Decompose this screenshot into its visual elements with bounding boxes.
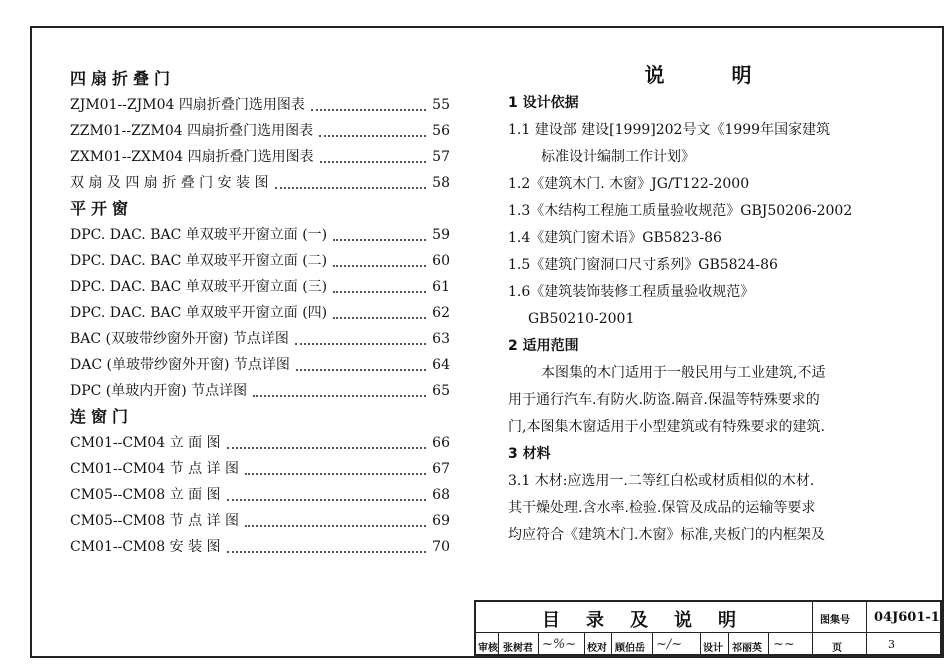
review-label: 审核: [478, 643, 498, 654]
toc-leader-dots: [333, 241, 426, 267]
toc-leader-dots: [319, 111, 426, 137]
notes-line: 1.5《建筑门窗洞口尺寸系列》GB5824-86: [508, 257, 778, 273]
toc-leader-dots: [295, 319, 426, 345]
review-signature: ~%~: [542, 637, 577, 652]
toc-leader-dots: [320, 137, 426, 163]
toc-entry-page: 63: [432, 331, 450, 347]
notes-line: GB50210-2001: [528, 311, 635, 327]
toc-entry-title: CM05--CM08 节 点 详 图: [70, 513, 239, 529]
toc-entry-title: DAC (单玻带纱窗外开窗) 节点详图: [70, 357, 290, 373]
toc-entry-page: 57: [432, 149, 450, 165]
notes-title: 说 明: [644, 63, 752, 87]
toc-leader-dots: [245, 449, 426, 475]
toc-entry-page: 70: [432, 539, 450, 555]
toc-entry-title: ZXM01--ZXM04 四扇折叠门选用图表: [70, 149, 314, 165]
design-name: 祁丽英: [732, 643, 762, 654]
toc-leader-dots: [275, 163, 426, 189]
notes-line: 用于通行汽车.有防火.防盗.隔音.保温等特殊要求的: [508, 392, 820, 408]
notes-line: 3.1 木材:应选用一.二等红白松或材质相似的木材.: [508, 473, 815, 489]
toc-entry-page: 58: [432, 175, 450, 191]
toc-entry-title: DPC. DAC. BAC 单双玻平开窗立面 (四): [70, 305, 328, 321]
toc-entry-page: 59: [432, 227, 450, 243]
notes-section-heading: 3 材料: [508, 446, 551, 462]
toc-entry: [70, 170, 450, 196]
toc-entry-title: BAC (双玻带纱窗外开窗) 节点详图: [70, 331, 289, 347]
toc-leader-dots: [333, 267, 426, 293]
toc-leader-dots: [245, 501, 426, 527]
explanation-notes: [508, 60, 888, 549]
toc-entry-page: 69: [432, 513, 450, 529]
toc-leader-dots: [296, 345, 426, 371]
toc-entry-page: 61: [432, 279, 450, 295]
notes-line: 1.2《建筑木门. 木窗》JG/T122-2000: [508, 176, 750, 192]
toc-entry-title: ZJM01--ZJM04 四扇折叠门选用图表: [70, 97, 305, 113]
toc-entry: [70, 534, 450, 560]
toc-entry-page: 64: [432, 357, 450, 373]
toc-entry-title: ZZM01--ZZM04 四扇折叠门选用图表: [70, 123, 314, 139]
toc-leader-dots: [227, 423, 426, 449]
notes-line: 均应符合《建筑木门.木窗》标准,夹板门的内框架及: [508, 527, 825, 543]
table-of-contents: [70, 66, 450, 560]
check-signature: ~/~: [656, 637, 683, 652]
design-label: 设计: [703, 643, 723, 654]
toc-entry-title: DPC (单玻内开窗) 节点详图: [70, 383, 248, 399]
toc-entry-title: CM01--CM08 安 装 图: [70, 539, 221, 555]
notes-line: 1.4《建筑门窗术语》GB5823-86: [508, 230, 722, 246]
notes-line: 标准设计编制工作计划》: [541, 149, 695, 165]
toc-entry-page: 67: [432, 461, 450, 477]
toc-entry-title: CM05--CM08 立 面 图: [70, 487, 221, 503]
notes-line: 1.3《木结构工程施工质量验收规范》GBJ50206-2002: [508, 203, 853, 219]
notes-section-heading: 1 设计依据: [508, 95, 579, 111]
toc-entry-title: DPC. DAC. BAC 单双玻平开窗立面 (二): [70, 253, 328, 269]
toc-leader-dots: [227, 527, 426, 553]
toc-leader-dots: [333, 215, 426, 241]
toc-entry-title: CM01--CM04 节 点 详 图: [70, 461, 239, 477]
toc-entry-page: 55: [432, 97, 450, 113]
notes-line: 门,本图集木窗适用于小型建筑或有特殊要求的建筑.: [508, 419, 825, 435]
toc-section-heading: 四扇折叠门: [70, 69, 176, 88]
toc-leader-dots: [253, 371, 426, 397]
title-block-main-title: 目录及说明: [542, 610, 762, 631]
page-label: 页: [832, 643, 842, 654]
toc-entry-title: DPC. DAC. BAC 单双玻平开窗立面 (三): [70, 279, 328, 295]
check-label: 校对: [587, 643, 607, 654]
toc-entry-page: 60: [432, 253, 450, 269]
toc-leader-dots: [333, 293, 426, 319]
notes-line: 1.6《建筑装饰装修工程质量验收规范》: [508, 284, 755, 300]
notes-line: 1.1 建设部 建设[1999]202号文《1999年国家建筑: [508, 122, 831, 138]
toc-leader-dots: [311, 85, 426, 111]
toc-entry-page: 56: [432, 123, 450, 139]
toc-entry-page: 62: [432, 305, 450, 321]
toc-entry-page: 65: [432, 383, 450, 399]
toc-entry-page: 68: [432, 487, 450, 503]
notes-line: 本图集的木门适用于一般民用与工业建筑,不适: [541, 365, 826, 381]
review-name: 张树君: [503, 643, 533, 654]
page-number: 3: [888, 638, 895, 651]
notes-line: 其干燥处理.含水率.检验.保管及成品的运输等要求: [508, 500, 816, 516]
toc-entry-title: CM01--CM04 立 面 图: [70, 435, 221, 451]
toc-section-heading: 平开窗: [70, 199, 134, 218]
title-block: [474, 600, 942, 656]
atlas-no-label: 图集号: [820, 615, 850, 626]
notes-body: [508, 90, 888, 549]
toc-leader-dots: [227, 475, 426, 501]
toc-entry-page: 66: [432, 435, 450, 451]
notes-section-heading: 2 适用范围: [508, 338, 579, 354]
toc-entry: [70, 378, 450, 404]
check-name: 顾伯岳: [615, 643, 645, 654]
toc-entry-title: DPC. DAC. BAC 单双玻平开窗立面 (一): [70, 227, 328, 243]
design-signature: ~~: [773, 637, 795, 652]
toc-section-heading: 连窗门: [70, 407, 134, 426]
toc-entry-title: 双 扇 及 四 扇 折 叠 门 安 装 图: [70, 175, 269, 191]
atlas-no: 04J601-1: [874, 610, 940, 625]
